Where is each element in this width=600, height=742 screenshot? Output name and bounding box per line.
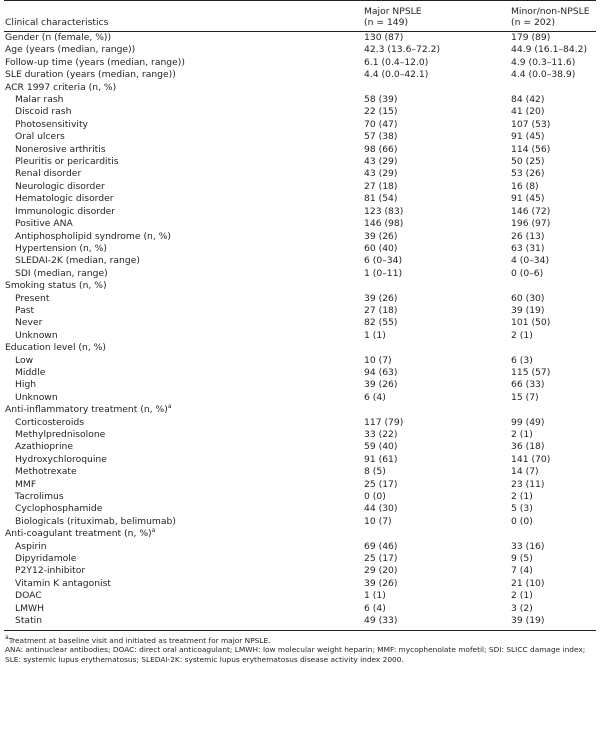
row-sub-label (4, 317, 302, 329)
header-minor-non-npsle-name: Minor/non-NPSLE (511, 6, 590, 17)
table-row (4, 255, 596, 267)
row-label-text: Age (years (median, range)) (5, 44, 136, 56)
row-label-text: Past (15, 304, 35, 316)
row-label-text: P2Y12-inhibitor (15, 565, 86, 577)
minor-non-npsle-value: 115 (57) (511, 366, 551, 378)
table-row (4, 355, 596, 367)
row-sub-label (4, 590, 302, 602)
row-label (4, 32, 302, 44)
table-row (4, 466, 596, 478)
row-sub-label (4, 131, 302, 143)
row-sub-label (4, 615, 302, 627)
table-row (4, 479, 596, 491)
row-label-text: SLEDAI-2K (median, range) (15, 255, 140, 267)
minor-non-npsle-value: 107 (53) (511, 118, 551, 130)
row-sub-label (4, 491, 302, 503)
row-sub-label (4, 255, 302, 267)
row-label-text: Azathioprine (15, 441, 73, 453)
major-npsle-value: 33 (22) (364, 429, 398, 440)
minor-non-npsle-value (454, 82, 596, 94)
row-label-text: Neurologic disorder (15, 180, 105, 192)
row-label-text: Never (15, 317, 43, 329)
major-npsle-value: 39 (26) (364, 379, 398, 391)
major-npsle-value: 60 (40) (364, 242, 398, 254)
row-label-text: High (15, 379, 37, 391)
row-label-text: Methotrexate (15, 466, 77, 478)
minor-non-npsle-value: 179 (89) (511, 32, 551, 43)
major-npsle-value: 6 (0–34) (364, 255, 403, 267)
major-npsle-value (302, 280, 454, 292)
header-characteristics: Clinical characteristics (5, 17, 109, 28)
minor-non-npsle-value: 41 (20) (511, 106, 545, 118)
major-npsle-value: 22 (15) (364, 106, 398, 118)
table-body (4, 32, 596, 628)
row-sub-label (4, 441, 302, 453)
row-sub-label (4, 503, 302, 515)
major-npsle-value: 6 (4) (364, 391, 386, 403)
row-label-text: Anti-inflammatory treatment (n, %) (5, 404, 168, 416)
table-row (4, 528, 596, 540)
major-npsle-value: 6 (4) (364, 602, 386, 614)
table-row (4, 590, 596, 602)
table-row (4, 193, 596, 205)
major-npsle-value: 49 (33) (364, 615, 398, 627)
minor-non-npsle-value: 84 (42) (511, 94, 545, 106)
row-sub-label (4, 181, 302, 193)
header-major-npsle-n: (n = 149) (364, 17, 409, 28)
minor-non-npsle-value: 50 (25) (511, 156, 545, 168)
major-npsle-value (302, 342, 454, 354)
table-row (4, 615, 596, 627)
row-sub-label (4, 417, 302, 429)
table-row (4, 156, 596, 168)
major-npsle-value: 6.1 (0.4–12.0) (364, 56, 429, 68)
minor-non-npsle-value: 4.4 (0.0–38.9) (511, 69, 576, 81)
table-row (4, 243, 596, 255)
minor-non-npsle-value: 114 (56) (511, 143, 551, 155)
row-sub-label (4, 565, 302, 577)
table-row (4, 404, 596, 416)
row-sub-label (4, 156, 302, 168)
minor-non-npsle-value: 33 (16) (511, 540, 545, 552)
major-npsle-value: 10 (7) (364, 354, 392, 366)
table-row (4, 57, 596, 69)
minor-non-npsle-value: 196 (97) (511, 218, 551, 230)
minor-non-npsle-value: 0 (0) (511, 515, 533, 527)
table-row (4, 454, 596, 466)
table-row (4, 293, 596, 305)
row-sub-label (4, 293, 302, 305)
minor-non-npsle-value: 2 (1) (511, 590, 533, 602)
row-sub-label (4, 541, 302, 553)
row-label-text: Gender (n (female, %)) (5, 32, 112, 43)
major-npsle-value: 98 (66) (364, 143, 398, 155)
row-label-text: Low (15, 354, 34, 366)
minor-non-npsle-value: 39 (19) (511, 304, 545, 316)
major-npsle-value: 94 (63) (364, 366, 398, 378)
row-label-text: ACR 1997 criteria (n, %) (5, 81, 117, 93)
row-sub-label (4, 379, 302, 391)
table-row (4, 417, 596, 429)
row-label-text: Photosensitivity (15, 118, 88, 130)
row-sub-label (4, 367, 302, 379)
row-sub-label (4, 578, 302, 590)
minor-non-npsle-value: 0 (0–6) (511, 267, 544, 279)
major-npsle-value: 117 (79) (364, 416, 404, 428)
major-npsle-value: 43 (29) (364, 156, 398, 168)
table-row (4, 206, 596, 218)
row-label-text: Hydroxychloroquine (15, 453, 107, 465)
major-npsle-value: 81 (54) (364, 193, 398, 205)
major-npsle-value: 42.3 (13.6–72.2) (364, 44, 441, 56)
table-row (4, 541, 596, 553)
major-npsle-value: 82 (55) (364, 317, 398, 329)
row-sub-label (4, 206, 302, 218)
major-npsle-value: 0 (0) (364, 491, 386, 503)
minor-non-npsle-value: 39 (19) (511, 615, 545, 627)
table-row (4, 330, 596, 342)
major-npsle-value (302, 82, 454, 94)
major-npsle-value: 123 (83) (364, 205, 404, 217)
row-label (4, 280, 302, 292)
minor-non-npsle-value: 7 (4) (511, 565, 533, 577)
minor-non-npsle-value: 53 (26) (511, 168, 545, 180)
minor-non-npsle-value: 99 (49) (511, 416, 545, 428)
header-major-npsle (302, 1, 454, 32)
minor-non-npsle-value: 2 (1) (511, 491, 533, 503)
major-npsle-value: 146 (98) (364, 218, 404, 230)
table-row (4, 94, 596, 106)
table-row (4, 218, 596, 230)
row-label-text: Oral ulcers (15, 131, 65, 143)
row-label-text: Hypertension (n, %) (15, 242, 107, 254)
table-row (4, 565, 596, 577)
row-label (4, 528, 302, 540)
table-row (4, 106, 596, 118)
footnote-marker: a (151, 528, 156, 535)
table-row (4, 603, 596, 615)
minor-non-npsle-value: 26 (13) (511, 230, 545, 242)
minor-non-npsle-value (454, 280, 596, 292)
row-label-text: Follow-up time (years (median, range)) (5, 56, 185, 68)
table-row (4, 119, 596, 131)
table-row (4, 392, 596, 404)
row-label-text: Tacrolimus (15, 491, 64, 503)
major-npsle-value: 39 (26) (364, 577, 398, 589)
footnote-a-text: Treatment at baseline visit and initiated as treatment for major NPSLE. (8, 635, 271, 645)
major-npsle-value: 58 (39) (364, 94, 398, 106)
major-npsle-value: 27 (18) (364, 304, 398, 316)
minor-non-npsle-value: 101 (50) (511, 317, 551, 329)
major-npsle-value: 25 (17) (364, 553, 398, 565)
row-label (4, 404, 302, 416)
minor-non-npsle-value: 141 (70) (511, 453, 551, 465)
row-label-text: Dipyridamole (15, 553, 77, 565)
row-sub-label (4, 330, 302, 342)
minor-non-npsle-value: 2 (1) (511, 329, 533, 341)
row-label-text: Unknown (15, 391, 58, 403)
minor-non-npsle-value: 9 (5) (511, 553, 533, 565)
row-sub-label (4, 168, 302, 180)
row-label-text: Middle (15, 366, 46, 378)
row-sub-label (4, 466, 302, 478)
row-label (4, 82, 302, 94)
row-label-text: Malar rash (15, 94, 64, 106)
table-row (4, 44, 596, 56)
row-label (4, 342, 302, 354)
minor-non-npsle-value: 36 (18) (511, 441, 545, 453)
minor-non-npsle-value: 6 (3) (511, 354, 533, 366)
row-label-text: Nonerosive arthritis (15, 143, 106, 155)
table-row (4, 317, 596, 329)
header-major-npsle-name: Major NPSLE (364, 6, 422, 17)
major-npsle-value: 69 (46) (364, 540, 398, 552)
row-sub-label (4, 305, 302, 317)
row-sub-label (4, 516, 302, 528)
table-row (4, 491, 596, 503)
row-sub-label (4, 355, 302, 367)
minor-non-npsle-value: 63 (31) (511, 242, 545, 254)
minor-non-npsle-value (454, 404, 596, 416)
minor-non-npsle-value: 21 (10) (511, 577, 545, 589)
minor-non-npsle-value: 60 (30) (511, 292, 545, 304)
table-row (4, 32, 596, 44)
row-label-text: LMWH (15, 602, 45, 614)
row-sub-label (4, 218, 302, 230)
row-label-text: Hematologic disorder (15, 193, 114, 205)
major-npsle-value: 10 (7) (364, 515, 392, 527)
row-label-text: Unknown (15, 329, 58, 341)
minor-non-npsle-value: 91 (45) (511, 193, 545, 205)
minor-non-npsle-value: 3 (2) (511, 602, 533, 614)
row-label-text: DOAC (15, 590, 42, 602)
footnote-a-mark: a (5, 633, 9, 641)
minor-non-npsle-value: 146 (72) (511, 205, 551, 217)
row-sub-label (4, 553, 302, 565)
major-npsle-value: 59 (40) (364, 441, 398, 453)
table-row (4, 379, 596, 391)
row-sub-label (4, 603, 302, 615)
minor-non-npsle-value (454, 342, 596, 354)
major-npsle-value: 70 (47) (364, 118, 398, 130)
row-sub-label (4, 106, 302, 118)
table-row (4, 305, 596, 317)
header-minor-non-npsle-n: (n = 202) (511, 17, 556, 28)
major-npsle-value: 29 (20) (364, 565, 398, 577)
major-npsle-value: 43 (29) (364, 168, 398, 180)
table-row (4, 231, 596, 243)
table-row (4, 553, 596, 565)
table-header-row (4, 1, 596, 32)
table-row (4, 181, 596, 193)
major-npsle-value: 8 (5) (364, 466, 386, 478)
row-sub-label (4, 268, 302, 280)
header-minor-non-npsle (454, 1, 596, 32)
table-row (4, 503, 596, 515)
row-label-text: Education level (n, %) (5, 342, 106, 354)
table-row (4, 342, 596, 354)
table-row (4, 131, 596, 143)
major-npsle-value: 57 (38) (364, 131, 398, 143)
major-npsle-value (302, 528, 454, 540)
row-sub-label (4, 94, 302, 106)
table-row (4, 441, 596, 453)
row-sub-label (4, 479, 302, 491)
row-label-text: Present (15, 292, 50, 304)
table-row (4, 168, 596, 180)
row-label-text: Immunologic disorder (15, 205, 116, 217)
table-row (4, 280, 596, 292)
major-npsle-value: 39 (26) (364, 292, 398, 304)
row-label-text: SLE duration (years (median, range)) (5, 69, 176, 81)
row-label-text: Renal disorder (15, 168, 82, 180)
minor-non-npsle-value: 4 (0–34) (511, 255, 550, 267)
minor-non-npsle-value: 16 (8) (511, 180, 539, 192)
row-label-text: Aspirin (15, 540, 47, 552)
table-row (4, 578, 596, 590)
table-bottom-rule (4, 630, 596, 631)
major-npsle-value: 25 (17) (364, 478, 398, 490)
minor-non-npsle-value: 14 (7) (511, 466, 539, 478)
row-sub-label (4, 429, 302, 441)
footnote-a (5, 633, 595, 646)
footnote-abbreviations: ANA: antinuclear antibodies; DOAC: direct oral anticoagulant; LMWH: low molecular weight heparin; MMF: mycophenolate mofetil; SDI: SLICC damage index; SLE: systemic lupus erythematosus; SLEDAI-2K: systemic lupus erythematosus disease activity index 2000. (5, 645, 586, 664)
row-label-text: Methylprednisolone (15, 429, 106, 440)
row-label-text: Antiphospholipid syndrome (n, %) (15, 230, 172, 242)
table-row (4, 516, 596, 528)
row-sub-label (4, 119, 302, 131)
major-npsle-value: 39 (26) (364, 230, 398, 242)
row-label-text: Corticosteroids (15, 416, 85, 428)
row-label-text: Anti-coagulant treatment (n, %) (5, 528, 152, 540)
table-row (4, 144, 596, 156)
minor-non-npsle-value: 15 (7) (511, 391, 539, 403)
minor-non-npsle-value: 5 (3) (511, 503, 533, 515)
major-npsle-value: 130 (87) (364, 32, 404, 43)
row-label (4, 44, 302, 56)
row-label-text: Cyclophosphamide (15, 503, 103, 515)
minor-non-npsle-value: 66 (33) (511, 379, 545, 391)
major-npsle-value: 4.4 (0.0–42.1) (364, 69, 429, 81)
row-label-text: MMF (15, 478, 37, 490)
minor-non-npsle-value: 44.9 (16.1–84.2) (511, 44, 588, 56)
row-label-text: Smoking status (n, %) (5, 280, 107, 292)
minor-non-npsle-value: 4.9 (0.3–11.6) (511, 56, 576, 68)
table-row (4, 367, 596, 379)
table-footnotes (5, 633, 595, 665)
table-row (4, 268, 596, 280)
footnote-marker: a (167, 404, 172, 411)
row-label-text: Vitamin K antagonist (15, 577, 111, 589)
row-sub-label (4, 231, 302, 243)
row-label-text: Statin (15, 615, 43, 627)
row-sub-label (4, 243, 302, 255)
clinical-characteristics-table (4, 0, 596, 628)
row-label-text: Discoid rash (15, 106, 72, 118)
row-label (4, 57, 302, 69)
row-sub-label (4, 392, 302, 404)
row-label-text: Positive ANA (15, 218, 73, 230)
table-row (4, 82, 596, 94)
row-sub-label (4, 144, 302, 156)
row-label-text: SDI (median, range) (15, 267, 108, 279)
row-label (4, 69, 302, 81)
minor-non-npsle-value: 2 (1) (511, 429, 533, 440)
table-row (4, 69, 596, 81)
row-sub-label (4, 193, 302, 205)
minor-non-npsle-value: 23 (11) (511, 478, 545, 490)
row-label-text: Pleuritis or pericarditis (15, 156, 119, 168)
row-label-text: Biologicals (rituximab, belimumab) (15, 515, 176, 527)
major-npsle-value: 1 (1) (364, 590, 386, 602)
major-npsle-value: 1 (1) (364, 329, 386, 341)
major-npsle-value: 1 (0–11) (364, 267, 403, 279)
major-npsle-value: 91 (61) (364, 453, 398, 465)
row-sub-label (4, 454, 302, 466)
major-npsle-value: 44 (30) (364, 503, 398, 515)
major-npsle-value (302, 404, 454, 416)
minor-non-npsle-value: 91 (45) (511, 131, 545, 143)
major-npsle-value: 27 (18) (364, 180, 398, 192)
table-row (4, 429, 596, 441)
minor-non-npsle-value (454, 528, 596, 540)
